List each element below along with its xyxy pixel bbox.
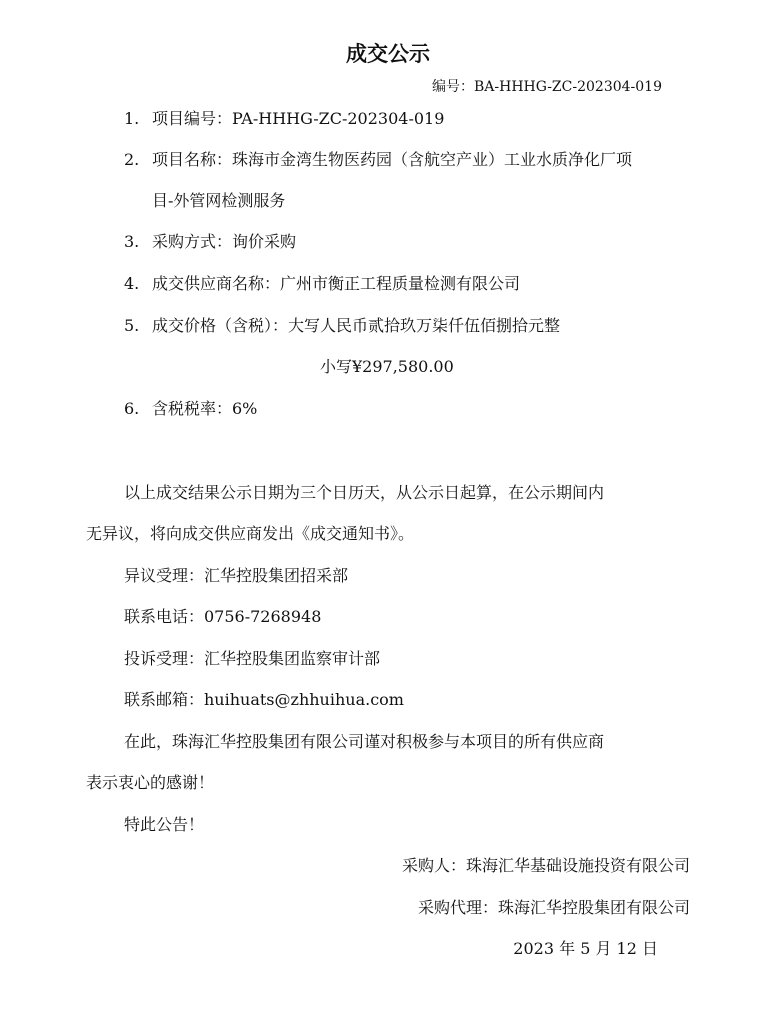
item-price-lowercase: 小写¥297,580.00 [320, 357, 454, 376]
complaint-contact: 投诉受理：汇华控股集团监察审计部 [124, 649, 381, 668]
purchaser-signature: 采购人：珠海汇华基础设施投资有限公司 [401, 856, 690, 875]
notice-date: 2023 年 5 月 12 日 [513, 939, 658, 958]
item-number: 5. [124, 316, 140, 335]
item-project-name: 项目名称：珠海市金湾生物医药园（含航空产业）工业水质净化厂项 [152, 150, 633, 169]
notice-line-2: 无异议，将向成交供应商发出《成交通知书》。 [86, 524, 415, 543]
agent-signature: 采购代理：珠海汇华控股集团有限公司 [417, 898, 690, 917]
item-price-uppercase: 成交价格（含税）：大写人民币贰拾玖万柒仟伍佰捌拾元整 [152, 316, 561, 335]
closing-text: 特此公告！ [124, 815, 205, 834]
item-procurement-method: 采购方式：询价采购 [152, 232, 297, 251]
thanks-line-1: 在此，珠海汇华控股集团有限公司谨对积极参与本项目的所有供应商 [124, 732, 605, 751]
phone-contact: 联系电话：0756-7268948 [124, 607, 322, 626]
item-number: 1. [124, 109, 140, 128]
item-number: 6. [124, 399, 140, 418]
notice-line-1: 以上成交结果公示日期为三个日历天，从公示日起算，在公示期间内 [124, 483, 605, 502]
page-title: 成交公示 [346, 41, 430, 66]
document-number: 编号：BA-HHHG-ZC-202304-019 [432, 79, 662, 95]
item-number: 4. [124, 274, 140, 293]
item-number: 3. [124, 232, 140, 251]
item-project-name-cont: 目-外管网检测服务 [152, 191, 286, 210]
item-tax-rate: 含税税率：6% [152, 399, 258, 418]
item-supplier-name: 成交供应商名称：广州市衡正工程质量检测有限公司 [152, 274, 521, 293]
item-project-code: 项目编号：PA-HHHG-ZC-202304-019 [152, 109, 445, 128]
objection-contact: 异议受理：汇华控股集团招采部 [124, 566, 349, 585]
email-contact: 联系邮箱：huihuats@zhhuihua.com [124, 690, 404, 709]
thanks-line-2: 表示衷心的感谢！ [86, 773, 215, 792]
item-number: 2. [124, 150, 140, 169]
